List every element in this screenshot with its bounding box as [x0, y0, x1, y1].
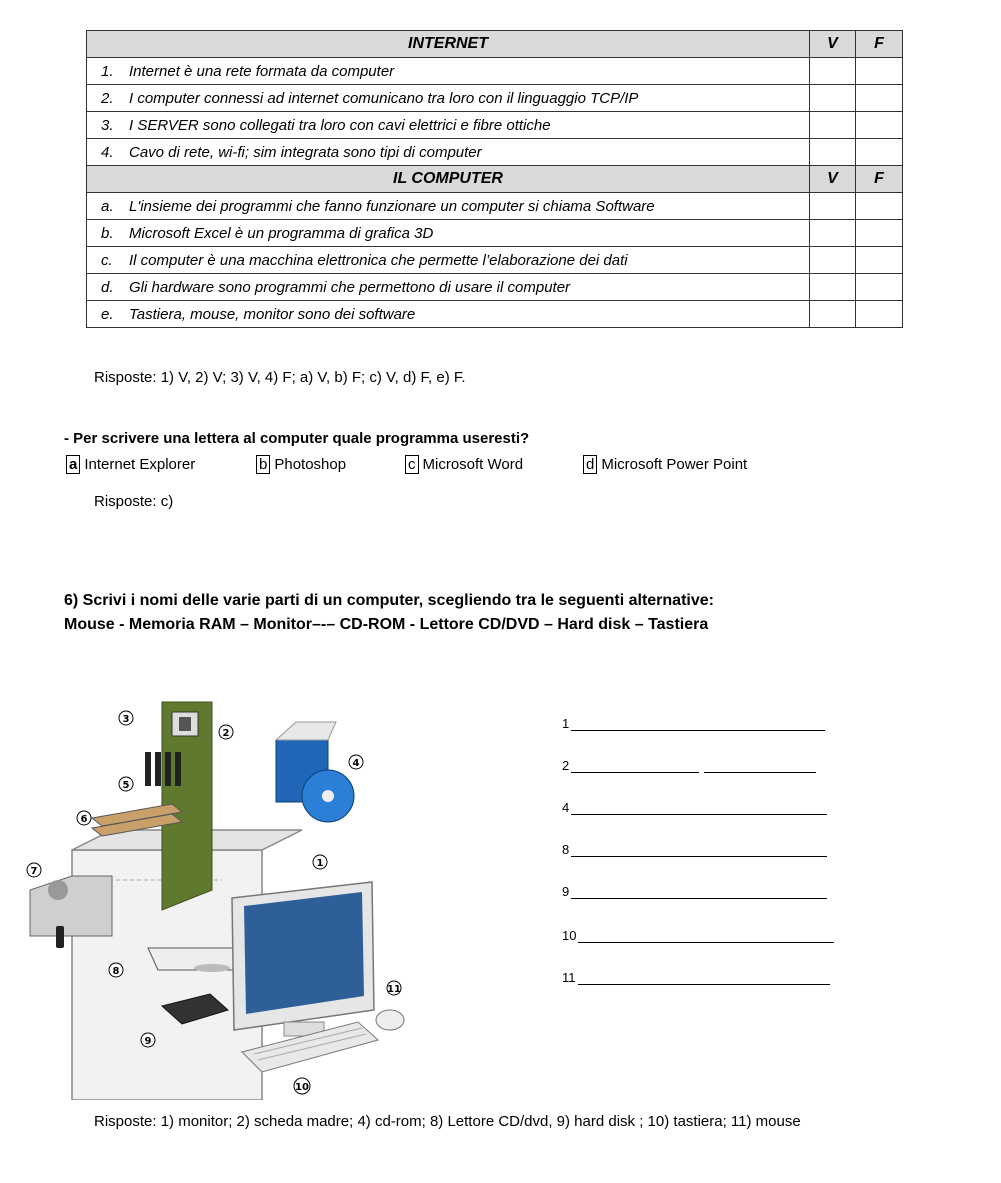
question-cell [87, 193, 810, 220]
option-label: Photoshop [274, 456, 347, 473]
table-row [87, 220, 903, 247]
figure-label-text: 2 [222, 728, 230, 739]
blank-number: 11 [562, 970, 576, 985]
answer-line[interactable] [571, 760, 699, 773]
answer-v-cell[interactable] [810, 220, 856, 247]
ram-stick [165, 752, 171, 786]
answers-computer-parts: Risposte: 1) monitor; 2) scheda madre; 4) cd-rom; 8) Lettore CD/dvd, 9) hard disk ; 10) tastiera; 11) mouse [94, 1113, 801, 1130]
figure-label-text: 9 [144, 1036, 152, 1047]
answer-line[interactable] [578, 972, 830, 985]
item-number: a. [101, 197, 114, 215]
item-text: Il computer è una macchina elettronica che permette l’elaborazione dei dati [129, 251, 628, 269]
table-row [87, 58, 903, 85]
figure-label-6 [77, 811, 91, 825]
blank-8 [562, 842, 827, 857]
table-row [87, 301, 903, 328]
blank-number: 10 [562, 928, 577, 943]
figure-label-7 [27, 863, 41, 877]
item-number: b. [101, 224, 114, 242]
section6-title: 6) Scrivi i nomi delle varie parti di un computer, scegliendo tra le seguenti alternative: [64, 592, 714, 609]
figure-label-text: 8 [112, 966, 120, 977]
option-letter-box[interactable]: b [256, 455, 270, 474]
question-cell [87, 247, 810, 274]
answer-f-cell[interactable] [856, 274, 903, 301]
option-a[interactable] [66, 455, 195, 474]
question-cell [87, 274, 810, 301]
item-text: I SERVER sono collegati tra loro con cavi elettrici e fibre ottiche [129, 116, 551, 134]
figure-label-text: 7 [30, 866, 38, 877]
ram-stick [155, 752, 161, 786]
answer-v-cell[interactable] [810, 247, 856, 274]
question-cell [87, 139, 810, 166]
item-text: I computer connessi ad internet comunicano tra loro con il linguaggio TCP/IP [129, 89, 639, 107]
answer-v-cell[interactable] [810, 301, 856, 328]
figure-label-11 [387, 981, 401, 995]
answer-v-cell[interactable] [810, 274, 856, 301]
internet-section-title: INTERNET [87, 31, 810, 58]
item-text: Gli hardware sono programmi che permettono di usare il computer [129, 278, 571, 296]
answer-line[interactable] [704, 760, 816, 773]
true-false-table [86, 30, 903, 328]
option-label: Internet Explorer [84, 456, 196, 473]
figure-label-5 [119, 777, 133, 791]
cd-rom-box-lid [276, 722, 336, 740]
computer-section-title: IL COMPUTER [87, 166, 810, 193]
table-row [87, 85, 903, 112]
v-header: V [810, 31, 856, 58]
blank-number: 4 [562, 800, 570, 815]
item-text: Tastiera, mouse, monitor sono dei software [129, 305, 416, 323]
table-row [87, 139, 903, 166]
answer-line[interactable] [571, 802, 827, 815]
item-text: Cavo di rete, wi-fi; sim integrata sono tipi di computer [129, 143, 482, 161]
item-number: e. [101, 305, 114, 323]
answer-line[interactable] [571, 886, 827, 899]
table-row [87, 112, 903, 139]
answers-true-false: Risposte: 1) V, 2) V; 3) V, 4) F; a) V, b) F; c) V, d) F, e) F. [94, 369, 466, 386]
item-number: 3. [101, 116, 114, 134]
figure-label-text: 4 [352, 758, 360, 769]
question-text: - Per scrivere una lettera al computer quale programma useresti? [64, 430, 530, 447]
answer-v-cell[interactable] [810, 139, 856, 166]
option-letter-box[interactable]: c [405, 455, 419, 474]
question-cell [87, 301, 810, 328]
monitor-screen [244, 892, 364, 1014]
answer-v-cell[interactable] [810, 112, 856, 139]
ram-stick [145, 752, 151, 786]
cd-tray [194, 964, 230, 972]
figure-label-8 [109, 963, 123, 977]
blank-2 [562, 758, 816, 773]
item-number: 4. [101, 143, 114, 161]
question-cell [87, 220, 810, 247]
figure-label-text: 3 [122, 714, 130, 725]
figure-label-text: 11 [387, 984, 401, 995]
answer-f-cell[interactable] [856, 301, 903, 328]
answer-v-cell[interactable] [810, 193, 856, 220]
option-b[interactable] [256, 455, 346, 474]
answer-line[interactable] [571, 718, 825, 731]
answer-f-cell[interactable] [856, 220, 903, 247]
question-cell [87, 58, 810, 85]
blank-10 [562, 928, 834, 943]
item-number: 2. [101, 89, 114, 107]
table-row [87, 193, 903, 220]
table-row [87, 247, 903, 274]
option-letter-box[interactable]: d [583, 455, 597, 474]
cd-disc-hole [322, 790, 334, 802]
answer-f-cell[interactable] [856, 85, 903, 112]
figure-label-9 [141, 1033, 155, 1047]
answer-f-cell[interactable] [856, 58, 903, 85]
item-number: c. [101, 251, 113, 269]
item-text: L'insieme dei programmi che fanno funzionare un computer si chiama Software [129, 197, 655, 215]
option-d[interactable] [583, 455, 747, 474]
answer-v-cell[interactable] [810, 85, 856, 112]
blank-4 [562, 800, 827, 815]
item-number: d. [101, 278, 114, 296]
item-text: Internet è una rete formata da computer [129, 62, 395, 80]
option-label: Microsoft Power Point [601, 456, 748, 473]
mouse [376, 1010, 404, 1030]
blank-number: 1 [562, 716, 570, 731]
figure-label-10 [294, 1078, 310, 1094]
figure-label-3 [119, 711, 133, 725]
option-label: Microsoft Word [422, 456, 524, 473]
blank-9 [562, 884, 827, 899]
f-header: F [856, 31, 903, 58]
answer-question: Risposte: c) [94, 493, 174, 510]
blank-number: 2 [562, 758, 570, 773]
answer-line[interactable] [571, 844, 827, 857]
psu-fan [48, 880, 68, 900]
blank-1 [562, 716, 825, 731]
computer-parts-illustration [22, 700, 422, 1100]
f-header: F [856, 166, 903, 193]
cpu-die [179, 717, 191, 731]
question-cell [87, 85, 810, 112]
blank-number: 9 [562, 884, 570, 899]
option-letter-box[interactable]: a [66, 455, 80, 474]
figure-label-2 [219, 725, 233, 739]
item-text: Microsoft Excel è un programma di grafica 3D [129, 224, 434, 242]
item-number: 1. [101, 62, 114, 80]
figure-label-text: 5 [122, 780, 130, 791]
power-plug [56, 926, 64, 948]
answer-v-cell[interactable] [810, 58, 856, 85]
figure-label-text: 10 [295, 1082, 309, 1093]
answer-f-cell[interactable] [856, 247, 903, 274]
figure-label-1 [313, 855, 327, 869]
answer-f-cell[interactable] [856, 193, 903, 220]
figure-label-text: 1 [316, 858, 324, 869]
power-supply [30, 876, 112, 936]
v-header: V [810, 166, 856, 193]
answer-line[interactable] [578, 930, 834, 943]
blank-number: 8 [562, 842, 570, 857]
table-row [87, 274, 903, 301]
blank-11 [562, 970, 830, 985]
figure-label-4 [349, 755, 363, 769]
answer-f-cell[interactable] [856, 139, 903, 166]
figure-label-text: 6 [80, 814, 88, 825]
option-c[interactable] [405, 455, 523, 474]
question-cell [87, 112, 810, 139]
answer-f-cell[interactable] [856, 112, 903, 139]
section6-alternatives: Mouse - Memoria RAM – Monitor–-– CD-ROM - Lettore CD/DVD – Hard disk – Tastiera [64, 616, 709, 633]
ram-stick [175, 752, 181, 786]
